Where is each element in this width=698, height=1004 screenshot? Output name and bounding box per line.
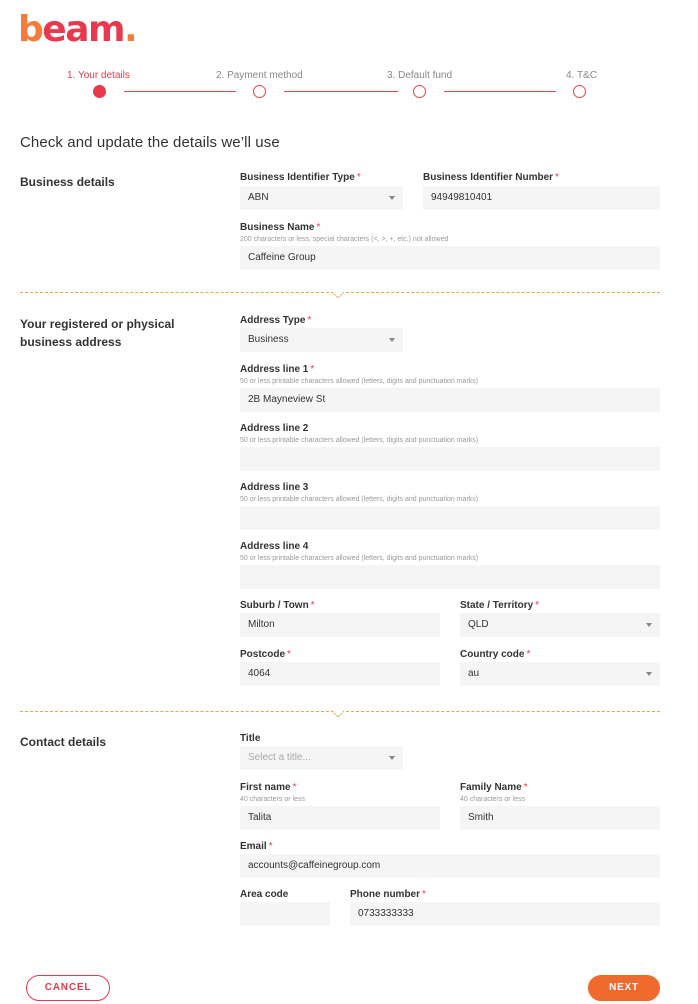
divider-notch bbox=[332, 291, 344, 299]
step-1-label: 1. Your details bbox=[67, 70, 130, 81]
step-4-label: 4. T&C bbox=[566, 70, 597, 81]
chevron-down-icon bbox=[389, 196, 395, 200]
address-line2-label: Address line 2 bbox=[240, 423, 309, 434]
step-2-label: 2. Payment method bbox=[216, 70, 303, 81]
postcode-input[interactable]: 4064 bbox=[240, 662, 440, 686]
suburb-input[interactable]: Milton bbox=[240, 613, 440, 637]
first-name-label: First name * bbox=[240, 782, 297, 793]
first-name-hint: 40 characters or less bbox=[240, 796, 305, 803]
page-title: Check and update the details we’ll use bbox=[20, 134, 280, 151]
family-name-input[interactable]: Smith bbox=[460, 806, 660, 830]
address-line1-hint: 50 or less printable characters allowed (letters, digits and punctuation marks) bbox=[240, 378, 479, 385]
chevron-down-icon bbox=[389, 756, 395, 760]
step-3-indicator bbox=[413, 85, 426, 98]
address-line1-input[interactable]: 2B Mayneview St bbox=[240, 388, 660, 412]
step-connector bbox=[444, 91, 556, 92]
section-divider bbox=[20, 711, 660, 712]
id-number-input[interactable]: 94949810401 bbox=[423, 186, 660, 210]
address-line2-input[interactable] bbox=[240, 447, 660, 471]
email-input[interactable]: accounts@caffeinegroup.com bbox=[240, 854, 660, 878]
section-divider bbox=[20, 292, 660, 293]
title-select[interactable]: Select a title... bbox=[240, 746, 403, 770]
family-name-label: Family Name * bbox=[460, 782, 528, 793]
address-line4-label: Address line 4 bbox=[240, 541, 309, 552]
chevron-down-icon bbox=[646, 672, 652, 676]
step-3-label: 3. Default fund bbox=[387, 70, 453, 81]
postcode-label: Postcode * bbox=[240, 649, 291, 660]
address-line3-input[interactable] bbox=[240, 506, 660, 530]
address-type-select[interactable]: Business bbox=[240, 328, 403, 352]
id-type-label: Business Identifier Type * bbox=[240, 172, 361, 183]
address-type-label: Address Type * bbox=[240, 315, 312, 326]
title-label: Title bbox=[240, 733, 261, 744]
country-code-label: Country code * bbox=[460, 649, 531, 660]
state-label: State / Territory * bbox=[460, 600, 540, 611]
area-code-label: Area code bbox=[240, 889, 289, 900]
first-name-input[interactable]: Talita bbox=[240, 806, 440, 830]
address-line2-hint: 50 or less printable characters allowed (letters, digits and punctuation marks) bbox=[240, 437, 479, 444]
area-code-input[interactable] bbox=[240, 902, 330, 926]
business-name-hint: 200 characters or less, special characters (<, >, +, etc.) not allowed bbox=[240, 236, 449, 243]
phone-number-input[interactable]: 0733333333 bbox=[350, 902, 660, 926]
address-line4-hint: 50 or less printable characters allowed (letters, digits and punctuation marks) bbox=[240, 555, 479, 562]
step-2-indicator bbox=[253, 85, 266, 98]
address-line4-input[interactable] bbox=[240, 565, 660, 589]
address-heading: Your registered or physical business address bbox=[20, 317, 175, 349]
business-details-heading: Business details bbox=[20, 175, 115, 189]
phone-number-label: Phone number * bbox=[350, 889, 426, 900]
cancel-button[interactable]: CANCEL bbox=[26, 975, 110, 1001]
business-name-label: Business Name * bbox=[240, 222, 321, 233]
family-name-hint: 40 characters or less bbox=[460, 796, 525, 803]
divider-notch bbox=[332, 710, 344, 718]
address-line1-label: Address line 1 * bbox=[240, 364, 315, 375]
id-number-label: Business Identifier Number * bbox=[423, 172, 559, 183]
step-connector bbox=[284, 91, 398, 92]
next-button[interactable]: NEXT bbox=[588, 975, 660, 1001]
address-line3-label: Address line 3 bbox=[240, 482, 309, 493]
suburb-label: Suburb / Town * bbox=[240, 600, 315, 611]
chevron-down-icon bbox=[646, 623, 652, 627]
step-1-indicator bbox=[93, 85, 106, 98]
country-code-select[interactable]: au bbox=[460, 662, 660, 686]
step-connector bbox=[124, 91, 236, 92]
address-line3-hint: 50 or less printable characters allowed (letters, digits and punctuation marks) bbox=[240, 496, 479, 503]
business-name-input[interactable]: Caffeine Group bbox=[240, 246, 660, 270]
step-4-indicator bbox=[573, 85, 586, 98]
beam-logo: beam. bbox=[18, 9, 137, 50]
chevron-down-icon bbox=[389, 338, 395, 342]
id-type-select[interactable]: ABN bbox=[240, 186, 403, 210]
state-select[interactable]: QLD bbox=[460, 613, 660, 637]
progress-stepper bbox=[0, 68, 698, 104]
contact-details-heading: Contact details bbox=[20, 735, 107, 749]
email-label: Email * bbox=[240, 841, 273, 852]
